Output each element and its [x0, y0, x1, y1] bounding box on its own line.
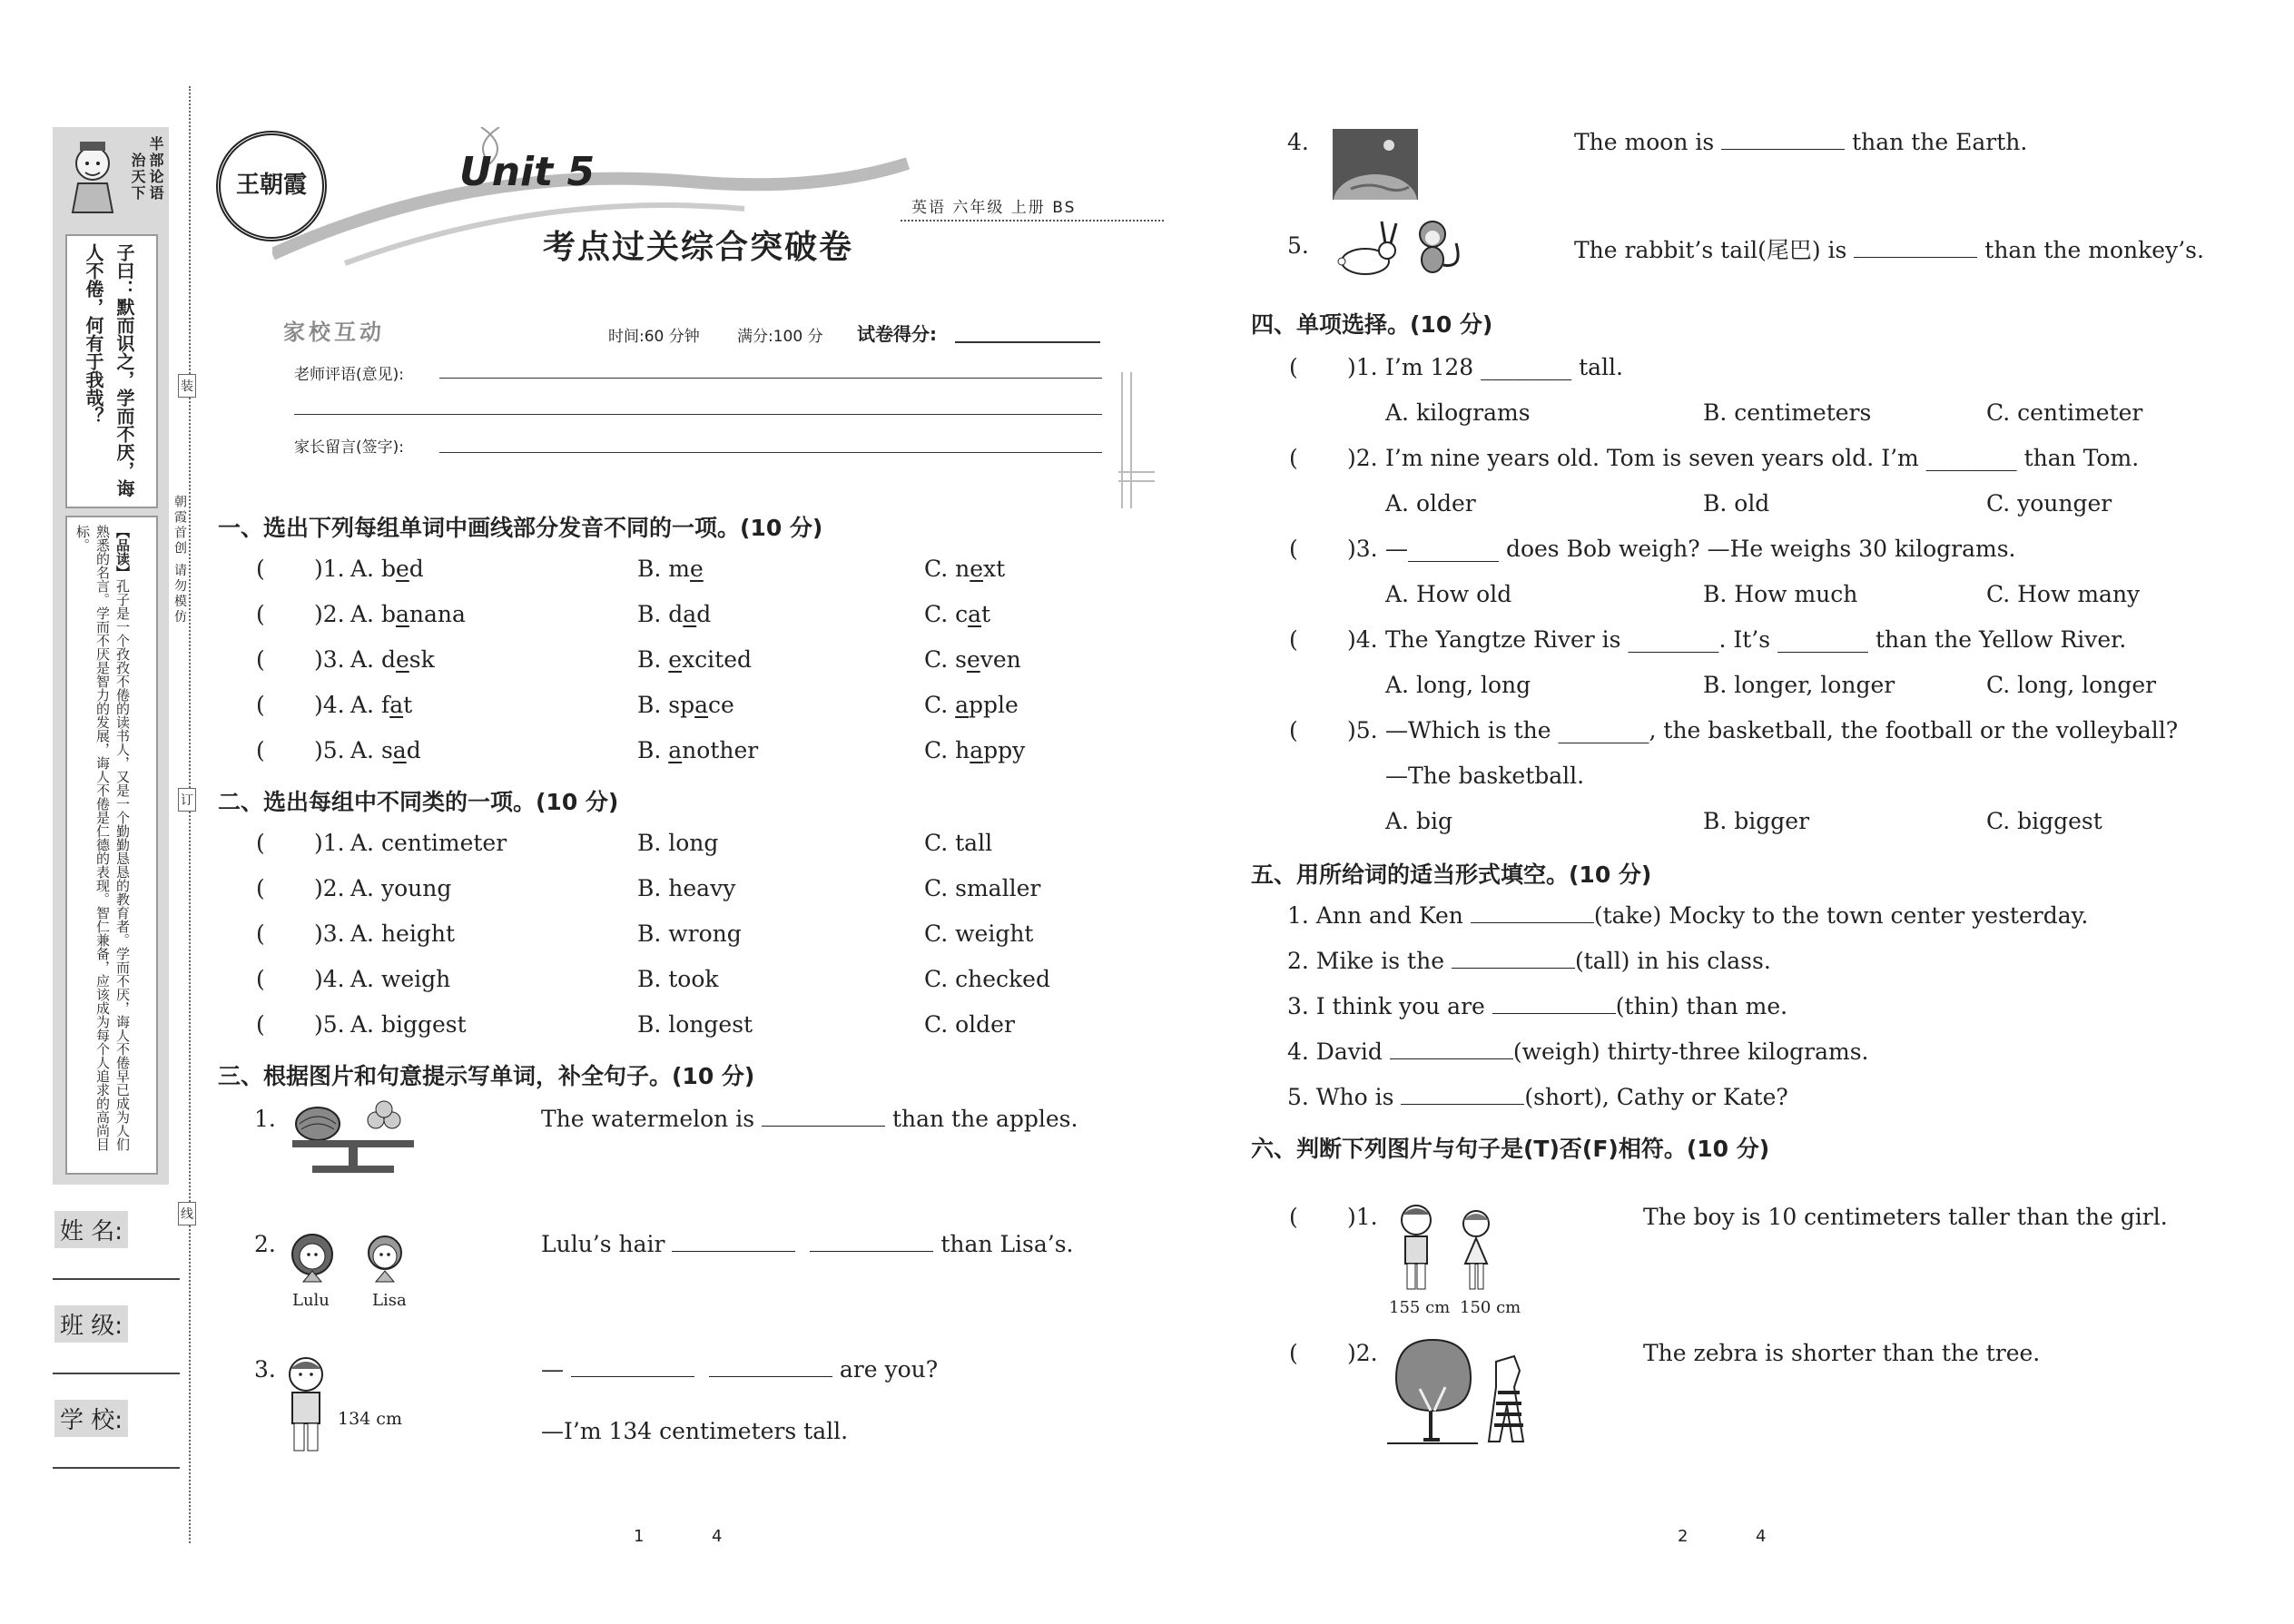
s1-q1-option-b	[637, 556, 704, 582]
scale-watermelon-apples-icon	[285, 1100, 421, 1175]
s2-q2-option-b: B. heavy	[637, 875, 736, 901]
s3-q4-blank[interactable]	[1721, 131, 1845, 150]
full-score: 满分:100 分	[737, 328, 823, 346]
parent-comment-line[interactable]	[439, 452, 1102, 453]
s3-q2-number: 2.	[254, 1231, 276, 1257]
s4-q1-option-b[interactable]: B. centimeters	[1703, 399, 1872, 426]
s2-q3-paren: (	[256, 920, 265, 947]
s5-q3-pre: 3. I think you are	[1287, 993, 1485, 1019]
s5-q5-pre: 5. Who is	[1287, 1084, 1394, 1110]
s5-q4-blank[interactable]	[1390, 1040, 1513, 1059]
s1-q2-option-b	[637, 601, 711, 627]
s3-q2-label-lisa: Lisa	[372, 1291, 407, 1310]
s4-q5-paren: (	[1289, 717, 1298, 743]
s1-q5-option-b-part-1: a	[668, 737, 683, 763]
s1-q2-number[interactable]: )2.	[314, 601, 345, 627]
s4-q4-option-b[interactable]: B. longer, longer	[1703, 672, 1895, 698]
s3-q4-post: than the Earth.	[1852, 129, 2028, 155]
s4-q4-option-a[interactable]: A. long, long	[1385, 672, 1531, 698]
s1-q5-option-a	[350, 737, 421, 763]
s2-q2-number[interactable]: )2.	[314, 875, 345, 901]
s4-q2-option-c[interactable]: C. younger	[1986, 490, 2112, 517]
s5-q2-post: in his class.	[1637, 948, 1771, 974]
s2-q3-option-c: C. weight	[924, 920, 1034, 947]
header-frame-lines	[1118, 372, 1155, 508]
s3-q2-text	[541, 1231, 1074, 1257]
s2-q5-number[interactable]: )5.	[314, 1011, 345, 1038]
s1-q5-number[interactable]: )5.	[314, 737, 345, 763]
s4-q5-option-a[interactable]: A. big	[1385, 808, 1452, 834]
left-page-total: 4	[712, 1527, 723, 1546]
s1-q4-option-c-part-1: a	[955, 692, 970, 718]
s4-q3-option-b[interactable]: B. How much	[1703, 581, 1858, 607]
s5-q1-pre: 1. Ann and Ken	[1287, 902, 1463, 929]
s1-q3-option-c-part-0: C. s	[924, 646, 967, 673]
s6-q1-paren: (	[1289, 1204, 1298, 1230]
s1-q4-option-a	[350, 692, 412, 718]
s1-q2-paren: (	[256, 601, 265, 627]
s4-q3-option-a[interactable]: A. How old	[1385, 581, 1512, 607]
s1-q1-option-a-part-0: A. b	[350, 556, 396, 582]
name-label: 姓 名:	[54, 1211, 128, 1248]
s2-q5-option-c: C. older	[924, 1011, 1015, 1038]
s5-q3-blank[interactable]	[1492, 995, 1616, 1014]
credit-text: 朝霞首创 请勿模仿	[172, 495, 187, 625]
s5-q1	[1287, 902, 2088, 929]
s5-q3-hint: (thin)	[1615, 993, 1679, 1019]
s1-q5-option-c	[924, 737, 1025, 763]
s5-q4-post: thirty-three kilograms.	[1607, 1038, 1869, 1065]
s5-q4	[1287, 1038, 1868, 1065]
section4-title: 四、单项选择。(10 分)	[1251, 311, 1493, 338]
s2-q1-paren: (	[256, 830, 265, 856]
s6-q1-label-boy: 155 cm	[1389, 1298, 1451, 1317]
s5-q3-post: than me.	[1686, 993, 1788, 1019]
s5-q1-hint: (take)	[1593, 902, 1662, 929]
s1-q4-option-b-part-0: B. sp	[637, 692, 695, 718]
s1-q4-option-c	[924, 692, 1019, 718]
s3-q3-answer: —I’m 134 centimeters tall.	[541, 1418, 849, 1444]
teacher-comment-label: 老师评语(意见):	[294, 366, 404, 384]
s1-q2-option-b-part-2: d	[696, 601, 712, 627]
s3-q1-text	[541, 1106, 1078, 1132]
s4-q1-stem: I’m 128 ________ tall.	[1385, 354, 1623, 380]
s1-q5-option-c-part-1: a	[970, 737, 984, 763]
s1-q3-option-b	[637, 646, 752, 673]
tree-zebra-icon	[1387, 1334, 1532, 1449]
brand-logo-text: 王朝霞	[235, 172, 307, 199]
s1-q5-option-a-part-1: a	[392, 737, 407, 763]
reading-text	[73, 525, 133, 1160]
teacher-comment-line-1[interactable]	[439, 378, 1102, 379]
class-line	[53, 1373, 180, 1374]
s3-q4-pre: The moon is	[1574, 129, 1715, 155]
school-label: 学 校:	[54, 1400, 128, 1437]
s1-q3-option-a	[350, 646, 435, 673]
s1-q3-option-a-part-2: sk	[409, 646, 435, 673]
s5-q1-blank[interactable]	[1471, 904, 1594, 923]
s1-q5-paren: (	[256, 737, 265, 763]
cut-label-1: 装	[178, 374, 196, 398]
s4-q5-option-c[interactable]: C. biggest	[1986, 808, 2102, 834]
s3-q4-text	[1574, 129, 2027, 155]
s1-q1-paren: (	[256, 556, 265, 582]
s2-q5-paren: (	[256, 1011, 265, 1038]
s1-q3-paren: (	[256, 646, 265, 673]
s5-q3	[1287, 993, 1787, 1019]
s4-q5-stem: —Which is the ________, the basketball, the football or the volleyball?	[1385, 717, 2179, 743]
paper-meta: 英语 六年级 上册 BS	[911, 199, 1077, 217]
s1-q2-option-c-part-2: t	[981, 601, 991, 627]
s1-q2-option-a	[350, 601, 466, 627]
score-field[interactable]	[955, 341, 1100, 343]
s1-q1-option-b-part-1: e	[689, 556, 704, 582]
s5-q5-blank[interactable]	[1401, 1086, 1524, 1105]
s1-q1-option-c-part-2: xt	[983, 556, 1006, 582]
s3-q2-blank-1[interactable]	[672, 1233, 795, 1252]
brand-vertical-2: 治天下	[129, 153, 146, 202]
s5-q5	[1287, 1084, 1788, 1110]
s1-q5-option-b-part-0: B.	[637, 737, 669, 763]
s4-q2-option-a[interactable]: A. older	[1385, 490, 1476, 517]
s5-q5-hint: (short), Cathy or Kate?	[1524, 1084, 1788, 1110]
s2-q1-option-a: A. centimeter	[350, 830, 507, 856]
s1-q3-option-c-part-2: ven	[980, 646, 1021, 673]
s3-q4-number: 4.	[1287, 129, 1309, 155]
s4-q2-paren: (	[1289, 445, 1298, 471]
s4-q4-paren: (	[1289, 626, 1298, 653]
s1-q5-option-a-part-0: A. s	[350, 737, 393, 763]
s1-q4-option-a-part-0: A. f	[350, 692, 390, 718]
s2-q5-option-b: B. longest	[637, 1011, 753, 1038]
s1-q5-option-b	[637, 737, 758, 763]
s3-q2-blank-2[interactable]	[810, 1233, 933, 1252]
s1-q4-option-b-part-1: a	[694, 692, 709, 718]
s3-q5-post: than the monkey’s.	[1984, 237, 2204, 263]
s2-q1-option-c: C. tall	[924, 830, 993, 856]
s1-q2-option-a-part-1: a	[395, 601, 409, 627]
s4-q3-number[interactable]: )3.	[1347, 536, 1378, 562]
s4-q5-number[interactable]: )5.	[1347, 717, 1378, 743]
s5-q2-blank[interactable]	[1452, 950, 1575, 969]
s5-q2	[1287, 948, 1771, 974]
s3-q1-blank[interactable]	[762, 1107, 885, 1127]
s4-q5-option-b[interactable]: B. bigger	[1703, 808, 1810, 834]
s3-q2-post: than Lisa’s.	[940, 1231, 1074, 1257]
meta-underline	[901, 220, 1164, 221]
s6-q2-number[interactable]: )2.	[1347, 1340, 1378, 1366]
s1-q5-option-b-part-2: nother	[682, 737, 759, 763]
s1-q1-option-c-part-0: C. n	[924, 556, 970, 582]
time-label: 时间:60 分钟	[608, 328, 700, 346]
s1-q3-option-b-part-1: e	[668, 646, 683, 673]
s2-q4-number[interactable]: )4.	[314, 966, 345, 992]
s1-q4-option-a-part-2: t	[403, 692, 413, 718]
confucius-cartoon-icon	[56, 134, 129, 214]
s4-q4-number[interactable]: )4.	[1347, 626, 1378, 653]
s5-q4-hint: (weigh)	[1512, 1038, 1600, 1065]
s2-q2-option-a: A. young	[350, 875, 452, 901]
s6-q1-label-girl: 150 cm	[1460, 1298, 1521, 1317]
s3-q3-number: 3.	[254, 1356, 276, 1383]
reading-label: 【品读】	[114, 525, 131, 579]
left-page-number: 1	[634, 1527, 645, 1546]
s1-q4-option-c-part-2: pple	[969, 692, 1019, 718]
s5-q2-pre: 2. Mike is the	[1287, 948, 1444, 974]
s1-q2-option-b-part-0: B. d	[637, 601, 684, 627]
s1-q5-option-c-part-0: C. h	[924, 737, 970, 763]
s4-q2-option-b[interactable]: B. old	[1703, 490, 1770, 517]
cut-label-3: 线	[178, 1202, 196, 1225]
right-page-number: 2	[1678, 1527, 1689, 1546]
section1-title: 一、选出下列每组单词中画线部分发音不同的一项。(10 分)	[218, 515, 823, 541]
s5-q2-hint: (tall)	[1574, 948, 1630, 974]
s1-q2-option-b-part-1: a	[683, 601, 697, 627]
s1-q4-paren: (	[256, 692, 265, 718]
s1-q2-option-c-part-0: C. c	[924, 601, 969, 627]
s3-q1-number: 1.	[254, 1106, 276, 1132]
s1-q4-option-a-part-1: a	[389, 692, 404, 718]
s3-q5-number: 5.	[1287, 232, 1309, 259]
moon-earth-icon	[1333, 129, 1418, 200]
s1-q1-option-c	[924, 556, 1005, 582]
family-school-label: 家校互动	[283, 320, 385, 345]
s1-q3-option-c	[924, 646, 1021, 673]
s2-q2-option-c: C. smaller	[924, 875, 1041, 901]
s1-q4-option-b-part-2: ce	[708, 692, 734, 718]
s3-q2-pre: Lulu’s hair	[541, 1231, 665, 1257]
s3-q3-blank-2[interactable]	[709, 1358, 832, 1377]
reading-body: 孔子是一个孜孜不倦的读书人，又是一个勤勤恳恳的教育者。学而不厌，诲人不倦早已成为人们熟悉的名言。学而不厌是智力的发展，诲人不倦是仁德的表现。智仁兼备，应该成为每个人追求的高尚目标。	[74, 525, 131, 1151]
unit-title: Unit 5	[459, 149, 596, 195]
paper-title: 考点过关综合突破卷	[543, 228, 854, 266]
s4-q3-option-c[interactable]: C. How many	[1986, 581, 2141, 607]
s2-q1-number[interactable]: )1.	[314, 830, 345, 856]
s2-q4-paren: (	[256, 966, 265, 992]
s1-q1-option-a	[350, 556, 424, 582]
s3-q3-post: are you?	[839, 1356, 939, 1383]
s1-q2-option-a-part-2: nana	[409, 601, 466, 627]
s1-q5-option-c-part-2: ppy	[983, 737, 1026, 763]
s1-q4-option-c-part-0: C.	[924, 692, 956, 718]
quote-text: 子曰：默而识之，学而不厌，诲人不倦，何有于我哉？	[83, 243, 135, 497]
s2-q3-option-b: B. wrong	[637, 920, 742, 947]
s5-q4-pre: 4. David	[1287, 1038, 1383, 1065]
s1-q1-option-c-part-1: e	[970, 556, 984, 582]
s6-q1-text: The boy is 10 centimeters taller than the girl.	[1643, 1204, 2168, 1230]
s1-q3-number[interactable]: )3.	[314, 646, 345, 673]
s1-q2-option-a-part-0: A. b	[350, 601, 396, 627]
right-page-total: 4	[1756, 1527, 1767, 1546]
s3-q2-label-lulu: Lulu	[292, 1291, 330, 1310]
s3-q3-height: 134 cm	[338, 1409, 402, 1429]
s4-q5-stem-2: —The basketball.	[1385, 763, 1585, 789]
teacher-comment-line-2[interactable]	[294, 414, 1102, 415]
s6-q2-text: The zebra is shorter than the tree.	[1643, 1340, 2041, 1366]
boy-girl-height-icon	[1389, 1204, 1534, 1294]
school-line	[53, 1467, 180, 1469]
s3-q5-pre: The rabbit’s tail(尾巴) is	[1574, 237, 1847, 263]
s1-q1-option-a-part-2: d	[409, 556, 424, 582]
s1-q3-option-b-part-0: B.	[637, 646, 669, 673]
s5-q1-post: Mocky to the town center yesterday.	[1669, 902, 2089, 929]
class-label: 班 级:	[54, 1305, 128, 1343]
s3-q3-blank-1[interactable]	[571, 1358, 694, 1377]
parent-comment-label: 家长留言(签字):	[294, 438, 404, 457]
score-label: 试卷得分:	[857, 323, 937, 345]
s1-q3-option-a-part-1: e	[395, 646, 409, 673]
s3-q1-post: than the apples.	[891, 1106, 1078, 1132]
cut-line	[189, 86, 191, 1543]
s1-q3-option-a-part-0: A. d	[350, 646, 396, 673]
two-girls-icon	[285, 1227, 421, 1293]
s2-q4-option-a: A. weigh	[350, 966, 451, 992]
s2-q3-number[interactable]: )3.	[314, 920, 345, 947]
s1-q2-option-c-part-1: a	[968, 601, 982, 627]
s1-q5-option-a-part-2: d	[406, 737, 421, 763]
rabbit-monkey-icon	[1331, 214, 1467, 281]
s4-q1-option-c[interactable]: C. centimeter	[1986, 399, 2143, 426]
s3-q3-text	[541, 1356, 938, 1383]
name-line	[53, 1278, 180, 1280]
section2-title: 二、选出每组中不同类的一项。(10 分)	[218, 789, 619, 815]
s2-q5-option-a: A. biggest	[350, 1011, 467, 1038]
s4-q4-option-c[interactable]: C. long, longer	[1986, 672, 2157, 698]
s1-q4-option-b	[637, 692, 734, 718]
s1-q3-option-c-part-1: e	[966, 646, 980, 673]
s1-q4-number[interactable]: )4.	[314, 692, 345, 718]
s1-q2-option-c	[924, 601, 990, 627]
cut-label-2: 订	[178, 788, 196, 812]
s2-q3-option-a: A. height	[350, 920, 455, 947]
s4-q4-stem: The Yangtze River is ________. It’s ________ than the Yellow River.	[1385, 626, 2127, 653]
s1-q1-number[interactable]: )1.	[314, 556, 345, 582]
s2-q4-option-c: C. checked	[924, 966, 1050, 992]
s4-q1-paren: (	[1289, 354, 1298, 380]
section3-title: 三、根据图片和句意提示写单词，补全句子。(10 分)	[218, 1063, 755, 1089]
s3-q1-pre: The watermelon is	[541, 1106, 755, 1132]
s3-q5-text	[1574, 232, 2204, 265]
s6-q1-number[interactable]: )1.	[1347, 1204, 1378, 1230]
s4-q3-paren: (	[1289, 536, 1298, 562]
section5-title: 五、用所给词的适当形式填空。(10 分)	[1251, 861, 1652, 888]
s1-q3-option-b-part-2: xcited	[682, 646, 753, 673]
s1-q1-option-b-part-0: B. m	[637, 556, 690, 582]
boy-icon	[280, 1354, 332, 1456]
s3-q3-pre: —	[541, 1356, 564, 1383]
s2-q1-option-b: B. long	[637, 830, 719, 856]
s4-q2-stem: I’m nine years old. Tom is seven years old. I’m ________ than Tom.	[1385, 445, 2140, 471]
s4-q1-option-a[interactable]: A. kilograms	[1385, 399, 1531, 426]
s3-q5-blank[interactable]	[1854, 239, 1977, 258]
s2-q2-paren: (	[256, 875, 265, 901]
s6-q2-paren: (	[1289, 1340, 1298, 1366]
s4-q2-number[interactable]: )2.	[1347, 445, 1378, 471]
s1-q1-option-a-part-1: e	[395, 556, 409, 582]
s2-q4-option-b: B. took	[637, 966, 719, 992]
brand-vertical: 半部论语	[147, 136, 164, 202]
s4-q1-number[interactable]: )1.	[1347, 354, 1378, 380]
section6-title: 六、判断下列图片与句子是(T)否(F)相符。(10 分)	[1251, 1136, 1770, 1162]
s4-q3-stem: —________ does Bob weigh? —He weighs 30 kilograms.	[1385, 536, 2016, 562]
